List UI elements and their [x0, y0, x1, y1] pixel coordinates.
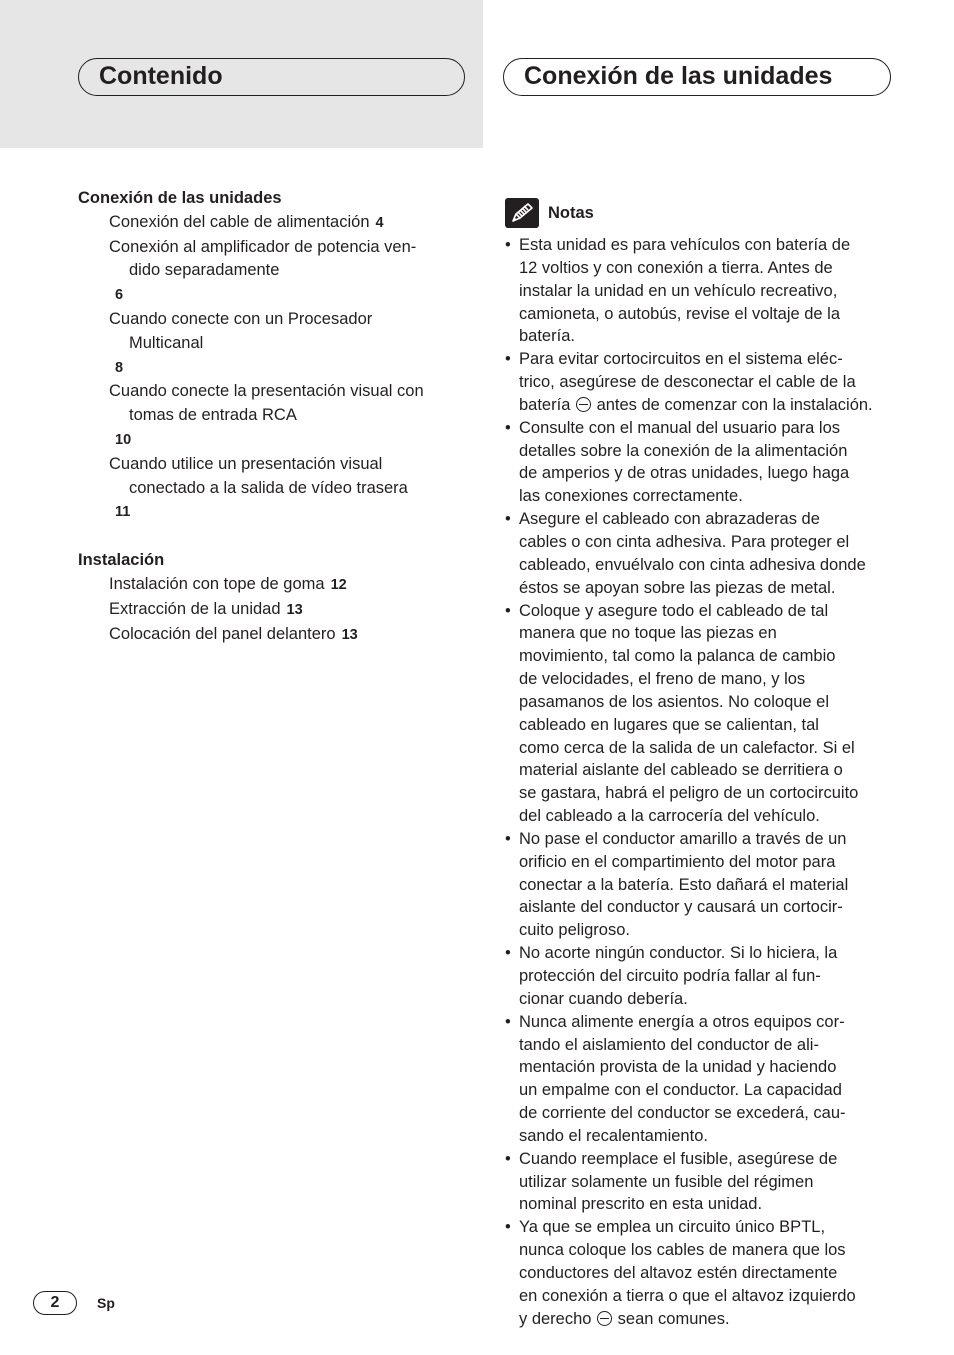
- note-line: Coloque y asegure todo el cableado de tal: [519, 601, 829, 620]
- section-title-conexion: Conexión de las unidades: [503, 58, 891, 96]
- note-line: aislante del conductor y causará un cortocir-: [519, 898, 843, 917]
- note-line: cables o con cinta adhesiva. Para proteger el: [519, 532, 850, 551]
- toc-page-number: 11: [115, 504, 131, 521]
- toc-entry: [78, 380, 478, 452]
- toc-entry-text: Cuando conecte con un Procesador: [109, 309, 373, 328]
- note-line: 12 voltios y con conexión a tierra. Antes de: [519, 258, 833, 277]
- note-line: se gastara, habrá el peligro de un cortocircuito: [519, 784, 859, 803]
- toc-entry-text: tomas de entrada RCA: [129, 406, 297, 425]
- note-line: Consulte con el manual del usuario para los: [519, 418, 841, 437]
- note-item: [505, 1011, 895, 1148]
- note-line: de corriente del conductor se excederá, cau-: [519, 1104, 846, 1123]
- toc-entry: [78, 598, 478, 623]
- toc-page-number: 10: [115, 431, 132, 448]
- note-line: cionar cuando debería.: [519, 989, 688, 1008]
- toc-entry: [78, 236, 478, 308]
- note-line: de velocidades, el freno de mano, y los: [519, 670, 806, 689]
- note-item: [505, 234, 895, 348]
- note-line: sean comunes.: [617, 1309, 730, 1328]
- table-of-contents: [78, 187, 478, 647]
- note-line: antes de comenzar con la instalación.: [596, 395, 873, 414]
- page-number: 2: [33, 1291, 77, 1315]
- notes-header: [505, 198, 895, 228]
- toc-section-title: Conexión de las unidades: [78, 189, 282, 207]
- notes-list: [505, 234, 895, 1331]
- toc-section-title: Instalación: [78, 551, 165, 570]
- toc-entry: [78, 308, 478, 380]
- note-line: Ya que se emplea un circuito único BPTL,: [519, 1218, 826, 1237]
- negative-terminal-icon: [576, 397, 591, 412]
- toc-section-entries: [78, 211, 478, 525]
- toc-entry: [78, 211, 478, 236]
- note-line: Para evitar cortocircuitos en el sistema eléc-: [519, 350, 843, 369]
- note-line: como cerca de la salida de un calefactor. Si el: [519, 738, 855, 757]
- note-line: mentación provista de la unidad y haciendo: [519, 1058, 837, 1077]
- toc-entry-text: Cuando conecte la presentación visual con: [109, 382, 424, 401]
- toc-section-entries: [78, 573, 478, 647]
- note-line: No pase el conductor amarillo a través de un: [519, 829, 847, 848]
- note-item: [505, 1148, 895, 1217]
- toc-page-number: 6: [115, 287, 124, 304]
- note-item: [505, 348, 895, 417]
- note-line: cuito peligroso.: [519, 921, 630, 940]
- note-line: conectar a la batería. Esto dañará el material: [519, 875, 849, 894]
- note-item: [505, 1216, 895, 1330]
- note-line: éstos se apoyan sobre las piezas de metal.: [519, 578, 836, 597]
- toc-entry-text: Conexión al amplificador de potencia ven-: [109, 237, 417, 256]
- note-line: material aislante del cableado se derritiera o: [519, 761, 843, 780]
- note-line: batería.: [519, 327, 575, 346]
- toc-entry-text: Extracción de la unidad: [109, 599, 281, 618]
- negative-terminal-icon: [597, 1311, 612, 1326]
- toc-page-number: 4: [375, 214, 384, 231]
- toc-entry-text: dido separadamente: [129, 261, 280, 280]
- note-line: instalar la unidad en un vehículo recreativo,: [519, 281, 838, 300]
- toc-page-number: 8: [115, 359, 124, 376]
- note-line: manera que no toque las piezas en: [519, 624, 777, 643]
- toc-page-number: 12: [330, 576, 347, 593]
- note-line: sando el recalentamiento.: [519, 1126, 708, 1145]
- note-line: batería: [519, 395, 571, 414]
- toc-entry: [78, 453, 478, 525]
- toc-page-number: 13: [341, 626, 358, 643]
- notes-column: [505, 198, 895, 1331]
- language-code: Sp: [97, 1295, 115, 1311]
- note-line: y derecho: [519, 1309, 592, 1328]
- note-line: movimiento, tal como la palanca de cambio: [519, 647, 836, 666]
- note-line: nunca coloque los cables de manera que los: [519, 1241, 846, 1260]
- pencil-icon: [505, 198, 539, 228]
- toc-entry: [78, 573, 478, 598]
- note-line: cableado en lugares que se calientan, tal: [519, 715, 819, 734]
- note-item: [505, 942, 895, 1011]
- note-item: [505, 508, 895, 599]
- note-line: Nunca alimente energía a otros equipos cor-: [519, 1012, 845, 1031]
- note-line: orificio en el compartimiento del motor para: [519, 852, 836, 871]
- note-line: Asegure el cableado con abrazaderas de: [519, 510, 820, 529]
- note-line: camioneta, o autobús, revise el voltaje de la: [519, 304, 841, 323]
- note-line: trico, asegúrese de desconectar el cable de la: [519, 373, 856, 392]
- note-line: nominal prescrito en esta unidad.: [519, 1195, 763, 1214]
- note-line: un empalme con el conductor. La capacidad: [519, 1081, 842, 1100]
- note-line: de amperios y de otras unidades, luego haga: [519, 464, 850, 483]
- note-item: [505, 600, 895, 828]
- note-line: No acorte ningún conductor. Si lo hiciera, la: [519, 944, 838, 963]
- note-item: [505, 417, 895, 508]
- note-line: en conexión a tierra o que el altavoz izquierdo: [519, 1286, 856, 1305]
- toc-entry-text: Cuando utilice un presentación visual: [109, 454, 383, 473]
- section-title-contenido: Contenido: [78, 58, 465, 96]
- toc-entry-text: Multicanal: [129, 333, 204, 352]
- note-line: utilizar solamente un fusible del régimen: [519, 1172, 814, 1191]
- toc-entry: [78, 623, 478, 648]
- toc-entry-text: Instalación con tope de goma: [109, 574, 325, 593]
- toc-entry-text: conectado a la salida de vídeo trasera: [129, 478, 408, 497]
- notes-title: Notas: [548, 203, 594, 222]
- toc-page-number: 13: [286, 601, 303, 618]
- note-line: Esta unidad es para vehículos con batería de: [519, 236, 851, 254]
- note-line: conductores del altavoz estén directamente: [519, 1263, 838, 1282]
- toc-entry-text: Colocación del panel delantero: [109, 624, 336, 643]
- note-line: pasamanos de los asientos. No coloque el: [519, 692, 830, 711]
- note-line: del cableado a la carrocería del vehículo.: [519, 807, 820, 826]
- note-line: tando el aislamiento del conductor de ali-: [519, 1035, 819, 1054]
- note-line: cableado, envuélvalo con cinta adhesiva donde: [519, 555, 866, 574]
- note-line: detalles sobre la conexión de la alimentación: [519, 441, 848, 460]
- note-line: protección del circuito podría fallar al fun-: [519, 967, 821, 985]
- toc-entry-text: Conexión del cable de alimentación: [109, 212, 370, 231]
- note-line: Cuando reemplace el fusible, asegúrese de: [519, 1149, 838, 1168]
- note-line: las conexiones correctamente.: [519, 487, 743, 506]
- note-item: [505, 828, 895, 942]
